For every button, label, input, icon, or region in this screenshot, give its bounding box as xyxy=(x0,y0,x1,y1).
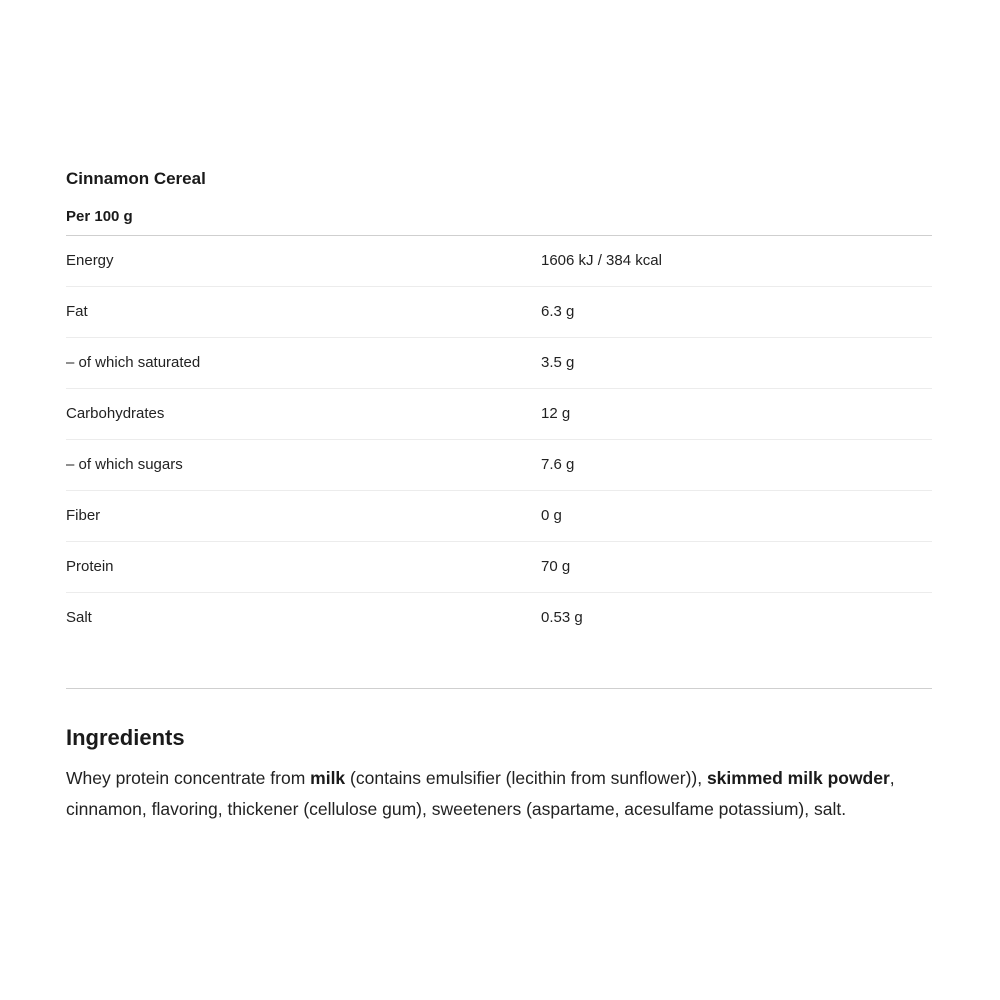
ingredients-heading: Ingredients xyxy=(66,725,185,750)
nutrient-name: – of which sugars xyxy=(66,456,183,473)
product-title: Cinnamon Cereal xyxy=(66,169,206,188)
nutrient-value: 7.6 g xyxy=(541,456,575,473)
table-row xyxy=(66,491,932,542)
table-row xyxy=(66,389,932,440)
nutrition-page xyxy=(66,0,932,1000)
nutrition-table xyxy=(66,235,932,643)
table-row xyxy=(66,338,932,389)
nutrient-name: Salt xyxy=(66,609,92,626)
nutrient-name: Carbohydrates xyxy=(66,405,165,422)
table-row xyxy=(66,287,932,338)
section-divider xyxy=(66,688,932,689)
nutrient-value: 3.5 g xyxy=(541,354,575,371)
table-row xyxy=(66,440,932,491)
table-row xyxy=(66,593,932,643)
ingredients-segment: (contains emulsifier (lecithin from sunflower)), xyxy=(345,768,707,788)
nutrient-name: Energy xyxy=(66,252,114,269)
ingredients-segment: , cinnamon, flavoring, thickener (cellulose gum), sweeteners (aspartame, acesulfame potassium), salt. xyxy=(66,768,895,819)
nutrient-value: 70 g xyxy=(541,558,571,575)
per-100g-label: Per 100 g xyxy=(66,208,133,225)
ingredients-text xyxy=(66,763,932,825)
nutrient-value: 6.3 g xyxy=(541,303,575,320)
ingredients-segment: Whey protein concentrate from xyxy=(66,768,311,788)
nutrient-name: Fat xyxy=(66,303,88,320)
table-row xyxy=(66,542,932,593)
nutrient-value: 1606 kJ / 384 kcal xyxy=(541,252,662,269)
table-row xyxy=(66,236,932,287)
nutrient-name: – of which saturated xyxy=(66,354,201,371)
nutrient-name: Fiber xyxy=(66,507,101,524)
ingredients-allergen: milk xyxy=(310,768,346,788)
nutrient-value: 0.53 g xyxy=(541,609,583,626)
nutrient-value: 12 g xyxy=(541,405,571,422)
ingredients-allergen: skimmed milk powder xyxy=(706,768,890,788)
nutrient-value: 0 g xyxy=(541,507,562,524)
nutrient-name: Protein xyxy=(66,558,114,575)
